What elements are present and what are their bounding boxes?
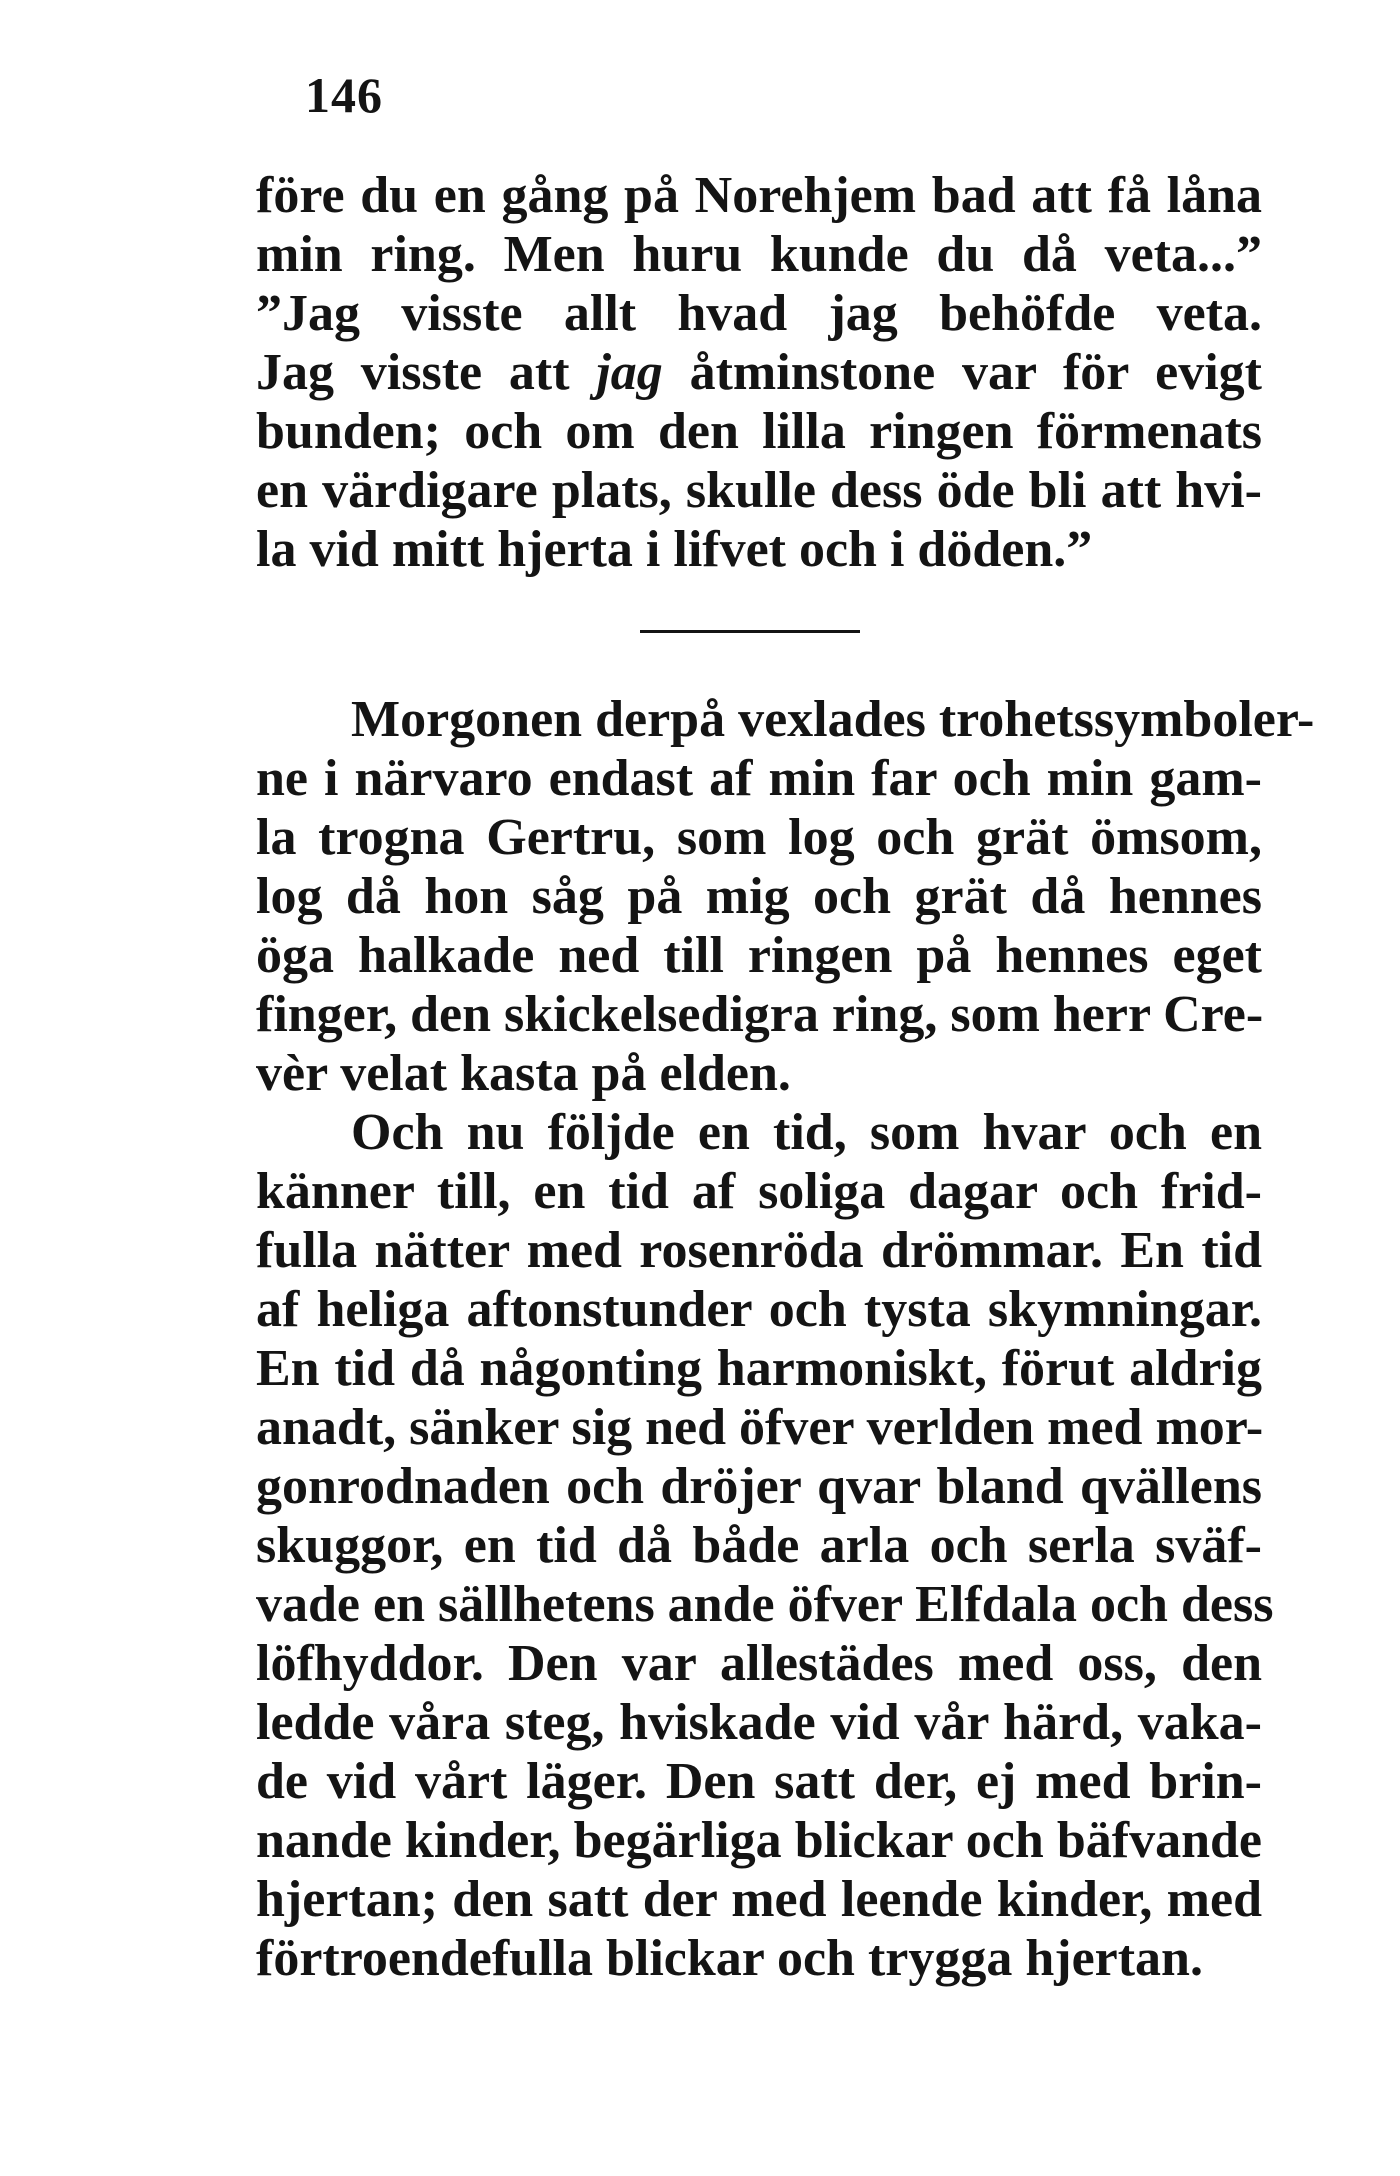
text-line: en värdigare plats, skulle dess öde bli att hvi- — [256, 462, 1262, 519]
section-divider — [640, 630, 860, 633]
text-line: de vid vårt läger. Den satt der, ej med brin- — [256, 1753, 1262, 1810]
text-line: ”Jag visste allt hvad jag behöfde veta. — [256, 285, 1262, 342]
text-line: förtroendefulla blickar och trygga hjertan. — [256, 1930, 1203, 1987]
line-segment: Jag visste att — [256, 344, 597, 401]
emphasized-word: jag — [596, 344, 663, 401]
line-segment: åtminstone var för evigt — [662, 344, 1263, 401]
text-line: ne i närvaro endast af min far och min gam- — [256, 750, 1262, 807]
text-line: öga halkade ned till ringen på hennes eget — [256, 927, 1262, 984]
text-line: la trogna Gertru, som log och grät ömsom, — [256, 809, 1262, 866]
text-line: före du en gång på Norehjem bad att få låna — [256, 167, 1262, 224]
text-line: bunden; och om den lilla ringen förmenats — [256, 403, 1262, 460]
text-line: min ring. Men huru kunde du då veta...” — [256, 226, 1262, 283]
text-line: löfhyddor. Den var allestädes med oss, den — [256, 1635, 1262, 1692]
text-line: fulla nätter med rosenröda drömmar. En tid — [256, 1222, 1262, 1279]
text-line: hjertan; den satt der med leende kinder, med — [256, 1871, 1262, 1928]
text-line: nande kinder, begärliga blickar och bäfvande — [256, 1812, 1262, 1869]
text-line: En tid då någonting harmoniskt, förut aldrig — [256, 1340, 1262, 1397]
first-text-block — [256, 166, 1262, 579]
text-line: gonrodnaden och dröjer qvar bland qvällens — [256, 1458, 1262, 1515]
text-line: Morgonen derpå vexlades trohetssymboler- — [351, 691, 1315, 748]
text-line: la vid mitt hjerta i lifvet och i döden.” — [256, 521, 1093, 578]
second-text-block — [256, 690, 1315, 1988]
text-line: anadt, sänker sig ned öfver verlden med mor- — [256, 1399, 1264, 1456]
page-number: 146 — [305, 67, 383, 123]
text-line: ledde våra steg, hviskade vid vår härd, vaka- — [256, 1694, 1262, 1751]
text-line: Och nu följde en tid, som hvar och en — [351, 1104, 1262, 1161]
text-line: vèr velat kasta på elden. — [256, 1045, 791, 1102]
text-line-with-emphasis — [256, 343, 1262, 402]
text-line: af heliga aftonstunder och tysta skymningar. — [256, 1281, 1262, 1338]
text-line: log då hon såg på mig och grät då hennes — [256, 868, 1262, 925]
text-line: skuggor, en tid då både arla och serla sväf- — [256, 1517, 1262, 1574]
text-line: vade en sällhetens ande öfver Elfdala och dess — [256, 1576, 1274, 1633]
text-line: känner till, en tid af soliga dagar och frid- — [256, 1163, 1262, 1220]
text-line: finger, den skickelsedigra ring, som herr Cre- — [256, 986, 1264, 1043]
